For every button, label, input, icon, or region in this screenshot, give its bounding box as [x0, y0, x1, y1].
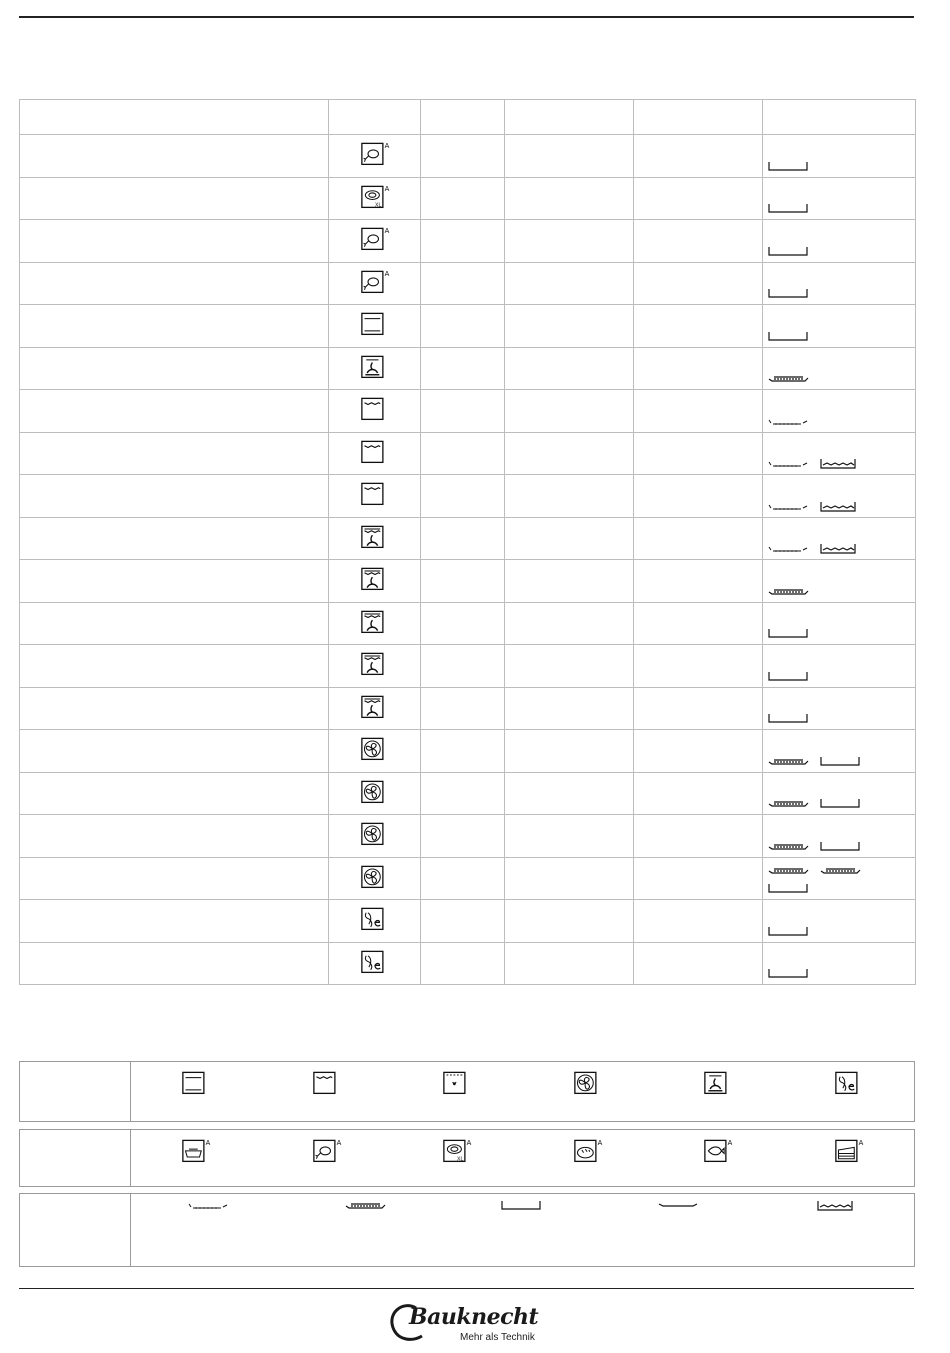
auto-meat-xl-icon: [359, 182, 391, 210]
table-cell: [20, 262, 329, 305]
legend-accessories: [19, 1193, 915, 1267]
bottom-fan-icon: [702, 1068, 734, 1096]
svg-text:XL: XL: [374, 202, 381, 209]
forced-air-icon: [359, 819, 391, 847]
accessory-cell: [763, 772, 916, 815]
function-icon-cell: [329, 390, 421, 433]
function-icon-cell: [329, 135, 421, 178]
legend-slot: [523, 1062, 654, 1121]
table-row: [20, 815, 916, 858]
forced-air-icon: [359, 777, 391, 805]
legend-slot: [131, 1194, 288, 1266]
function-icon-cell: [329, 305, 421, 348]
table-row: [20, 857, 916, 900]
table-cell: [505, 560, 634, 603]
conventional-icon: [359, 309, 391, 337]
accessory-cell: [763, 730, 916, 773]
table-cell: [634, 347, 763, 390]
table-cell: [505, 305, 634, 348]
table-cell: [505, 857, 634, 900]
accessory-cell: [763, 517, 916, 560]
table-row: [20, 220, 916, 263]
table-cell: [505, 432, 634, 475]
auto-bread-icon: [572, 1136, 604, 1164]
brand-tagline: Mehr als Technik: [460, 1332, 535, 1343]
forced-air-icon: [572, 1068, 604, 1096]
function-icon-cell: [329, 220, 421, 263]
svg-text:A: A: [384, 228, 389, 235]
table-cell: [20, 815, 329, 858]
table-cell: [421, 135, 505, 178]
table-cell: [421, 772, 505, 815]
table-cell: [505, 942, 634, 985]
table-cell: [634, 645, 763, 688]
table-row: [20, 517, 916, 560]
auto-poultry-icon: [359, 139, 391, 167]
table-cell: [505, 135, 634, 178]
function-icon-cell: [329, 900, 421, 943]
svg-text:A: A: [858, 1139, 864, 1147]
function-icon-cell: [329, 687, 421, 730]
table-cell: [505, 687, 634, 730]
table-cell: [421, 815, 505, 858]
baking-tray-icon: [767, 865, 811, 877]
table-cell: [20, 602, 329, 645]
recipe-table: [19, 99, 916, 985]
table-row: [20, 347, 916, 390]
grill-icon: [359, 394, 391, 422]
svg-text:A: A: [384, 185, 389, 193]
table-cell: [634, 177, 763, 220]
legend-slot: [757, 1194, 914, 1266]
auto-poultry-icon: [359, 267, 391, 295]
function-icon-cell: [329, 432, 421, 475]
table-cell: [421, 177, 505, 220]
table-row: [20, 772, 916, 815]
legend-slot: [392, 1130, 523, 1186]
table-cell: [421, 857, 505, 900]
table-row: [20, 645, 916, 688]
table-row: [20, 390, 916, 433]
table-cell: [505, 347, 634, 390]
svg-text:A: A: [597, 1139, 603, 1147]
accessory-cell: [763, 262, 916, 305]
svg-text:A: A: [727, 1139, 733, 1147]
table-cell: [421, 262, 505, 305]
table-cell: [505, 900, 634, 943]
grill-icon: [359, 437, 391, 465]
table-cell: [421, 475, 505, 518]
function-icon-cell: [329, 942, 421, 985]
table-cell: [505, 645, 634, 688]
table-row: [20, 262, 916, 305]
table-cell: [20, 687, 329, 730]
svg-text:A: A: [336, 1139, 342, 1147]
drip-tray-icon: [767, 246, 811, 258]
table-cell: [505, 262, 634, 305]
table-cell: [421, 390, 505, 433]
drip-tray-icon: [767, 671, 811, 683]
accessory-cell: [763, 220, 916, 263]
accessory-cell: [763, 390, 916, 433]
legend-slot: [288, 1194, 445, 1266]
baking-tray-icon: [819, 865, 863, 877]
accessory-cell: [763, 645, 916, 688]
table-cell: [634, 942, 763, 985]
table-cell: [505, 815, 634, 858]
auto-meat-xl-icon: [441, 1136, 473, 1164]
eco-forced-air-icon: [359, 904, 391, 932]
water-tray-icon: [819, 501, 859, 513]
table-cell: [634, 517, 763, 560]
table-row: [20, 135, 916, 178]
drip-tray-icon: [767, 713, 811, 725]
legend-slot: [131, 1062, 262, 1121]
table-cell: [634, 815, 763, 858]
legend-slot: [523, 1130, 654, 1186]
accessory-cell: [763, 177, 916, 220]
table-cell: [634, 900, 763, 943]
steam-icon: [441, 1068, 473, 1096]
wire-shelf-icon: [767, 458, 811, 470]
wire-shelf-icon: [767, 501, 811, 513]
auto-poultry-icon: [359, 224, 391, 252]
table-cell: [20, 730, 329, 773]
legend-slot: [653, 1130, 784, 1186]
table-cell: [20, 942, 329, 985]
table-cell: [505, 475, 634, 518]
table-cell: [505, 220, 634, 263]
drip-tray-icon: [819, 841, 863, 853]
drip-tray-icon: [767, 926, 811, 938]
table-cell: [634, 730, 763, 773]
legend-label-cell: [20, 1194, 131, 1266]
accessory-cell: [763, 815, 916, 858]
table-cell: [421, 305, 505, 348]
legend-functions: [19, 1061, 915, 1122]
table-cell: [421, 432, 505, 475]
accessory-cell: [763, 560, 916, 603]
legend-slot: [653, 1062, 784, 1121]
baking-tray-icon: [767, 798, 811, 810]
wire-shelf-icon: [767, 543, 811, 555]
water-tray-icon: [819, 458, 859, 470]
table-cell: [421, 560, 505, 603]
table-cell: [421, 942, 505, 985]
drip-tray-icon: [819, 756, 863, 768]
table-cell: [505, 602, 634, 645]
table-cell: [20, 390, 329, 433]
baking-tray-icon: [767, 586, 811, 598]
table-row: [20, 687, 916, 730]
table-cell: [20, 135, 329, 178]
table-cell: [20, 432, 329, 475]
legend-slot: [262, 1130, 393, 1186]
water-tray-icon: [816, 1200, 856, 1212]
legend-slot: [392, 1062, 523, 1121]
brand-logo: [388, 1302, 548, 1348]
forced-air-icon: [359, 734, 391, 762]
table-row: [20, 942, 916, 985]
table-cell: [634, 305, 763, 348]
table-cell: [20, 305, 329, 348]
legend-slot: [784, 1062, 915, 1121]
auto-poultry-icon: [311, 1136, 343, 1164]
auto-casserole-icon: [180, 1136, 212, 1164]
table-cell: [634, 687, 763, 730]
baking-tray-icon: [767, 756, 811, 768]
grill-icon: [311, 1068, 343, 1096]
table-cell: [634, 220, 763, 263]
auto-fish-icon: [702, 1136, 734, 1164]
drip-tray-icon: [500, 1200, 544, 1212]
accessory-cell: [763, 432, 916, 475]
table-row: [20, 602, 916, 645]
function-icon-cell: [329, 602, 421, 645]
accessory-cell: [763, 305, 916, 348]
eco-forced-air-icon: [359, 947, 391, 975]
table-cell: [634, 432, 763, 475]
table-row: [20, 560, 916, 603]
table-cell: [421, 602, 505, 645]
function-icon-cell: [329, 475, 421, 518]
table-cell: [634, 857, 763, 900]
turbo-grill-icon: [359, 607, 391, 635]
svg-text:A: A: [384, 270, 389, 278]
table-cell: [505, 390, 634, 433]
table-cell: [421, 347, 505, 390]
baking-tray-icon: [767, 373, 811, 385]
accessory-cell: [763, 942, 916, 985]
legend-slot: [601, 1194, 758, 1266]
accessory-cell: [763, 475, 916, 518]
table-cell: [505, 772, 634, 815]
bottom-rule: [19, 1288, 914, 1289]
function-icon-cell: [329, 857, 421, 900]
table-cell: [634, 475, 763, 518]
table-row: [20, 432, 916, 475]
turbo-grill-icon: [359, 564, 391, 592]
drip-tray-icon: [767, 331, 811, 343]
table-row: [20, 900, 916, 943]
svg-text:A: A: [466, 1139, 472, 1147]
legend-label-cell: [20, 1130, 131, 1186]
table-row: [20, 305, 916, 348]
table-cell: [505, 177, 634, 220]
header-cell: [20, 100, 329, 135]
legend-label-cell: [20, 1062, 131, 1121]
header-cell: [505, 100, 634, 135]
table-row: [20, 730, 916, 773]
function-icon-cell: [329, 730, 421, 773]
header-cell: [421, 100, 505, 135]
svg-text:XL: XL: [457, 1156, 464, 1163]
function-icon-cell: [329, 177, 421, 220]
function-icon-cell: [329, 517, 421, 560]
drip-tray-icon: [819, 798, 863, 810]
auto-cake-icon: [833, 1136, 865, 1164]
table-cell: [421, 730, 505, 773]
header-cell: [329, 100, 421, 135]
svg-text:A: A: [205, 1139, 211, 1147]
wire-shelf-icon: [187, 1200, 231, 1212]
table-row: [20, 475, 916, 518]
table-cell: [20, 347, 329, 390]
drip-tray-icon: [767, 628, 811, 640]
turbo-grill-icon: [359, 692, 391, 720]
legend-slot: [784, 1130, 915, 1186]
accessory-cell: [763, 347, 916, 390]
table-cell: [20, 645, 329, 688]
table-cell: [634, 602, 763, 645]
accessory-cell: [763, 857, 916, 900]
table-header: [20, 100, 916, 135]
accessory-cell: [763, 135, 916, 178]
table-cell: [634, 390, 763, 433]
eco-forced-air-icon: [833, 1068, 865, 1096]
function-icon-cell: [329, 262, 421, 305]
wire-shelf-icon: [767, 416, 811, 428]
header-cell: [634, 100, 763, 135]
table-cell: [20, 772, 329, 815]
function-icon-cell: [329, 772, 421, 815]
grill-icon: [359, 479, 391, 507]
legend-auto-programs: [19, 1129, 915, 1187]
function-icon-cell: [329, 815, 421, 858]
legend-slot: [444, 1194, 601, 1266]
function-icon-cell: [329, 347, 421, 390]
header-cell: [763, 100, 916, 135]
forced-air-icon: [359, 862, 391, 890]
table-cell: [421, 687, 505, 730]
drip-tray-icon: [767, 161, 811, 173]
table-cell: [634, 772, 763, 815]
function-icon-cell: [329, 560, 421, 603]
bottom-fan-icon: [359, 352, 391, 380]
accessory-cell: [763, 602, 916, 645]
table-cell: [20, 475, 329, 518]
table-cell: [505, 730, 634, 773]
svg-text:A: A: [384, 143, 389, 150]
table-cell: [421, 220, 505, 263]
table-cell: [20, 900, 329, 943]
water-tray-icon: [819, 543, 859, 555]
table-cell: [20, 857, 329, 900]
drip-tray-icon: [767, 203, 811, 215]
legend-slot: [131, 1130, 262, 1186]
table-cell: [421, 645, 505, 688]
table-cell: [634, 560, 763, 603]
table-row: [20, 177, 916, 220]
table-cell: [20, 177, 329, 220]
table-cell: [634, 135, 763, 178]
brand-name: Bauknecht: [409, 1304, 539, 1330]
accessory-cell: [763, 900, 916, 943]
table-cell: [505, 517, 634, 560]
table-cell: [421, 900, 505, 943]
table-cell: [20, 220, 329, 263]
drip-tray-icon: [767, 968, 811, 980]
turbo-grill-icon: [359, 649, 391, 677]
legend-slot: [262, 1062, 393, 1121]
flat-tray-icon: [657, 1200, 701, 1212]
baking-tray-icon: [344, 1200, 388, 1212]
turbo-grill-icon: [359, 522, 391, 550]
accessory-cell: [763, 687, 916, 730]
drip-tray-icon: [767, 288, 811, 300]
top-rule: [19, 16, 914, 18]
drip-tray-icon: [767, 883, 811, 895]
baking-tray-icon: [767, 841, 811, 853]
conventional-icon: [180, 1068, 212, 1096]
table-cell: [421, 517, 505, 560]
table-cell: [634, 262, 763, 305]
table-cell: [20, 517, 329, 560]
function-icon-cell: [329, 645, 421, 688]
table-cell: [20, 560, 329, 603]
